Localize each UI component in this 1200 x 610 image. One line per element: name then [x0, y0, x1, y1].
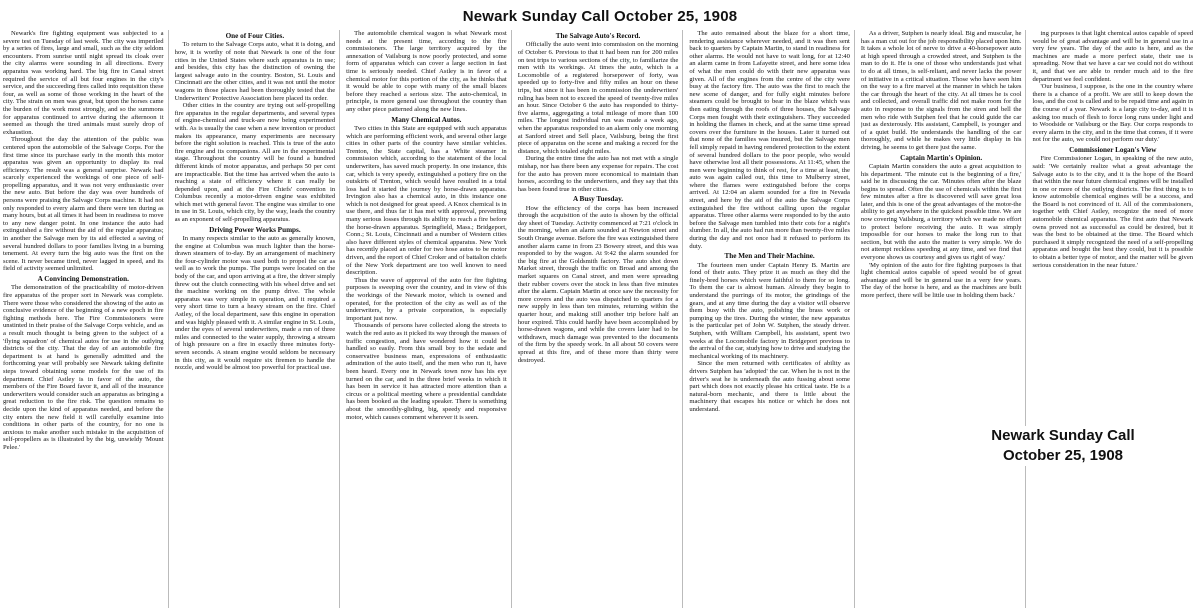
section-heading: A Busy Tuesday. [572, 195, 624, 204]
article-paragraph: How the efficiency of the corps has been increased through the acquisition of the auto is shown by the official day sheet of Tuesday. Activity commenced at 7:21 o'clock in the morning, when an alarm sounded at Newton street and South Orange avenue. Before the fire was extinguished there another alarm came in from 23 Bowery street, and this was responded to by the wagon. At 9:42 the alarm sounded for the big fire at the Goldsmith factory. The auto shot down Market street, through the traffic on Broad and among the market squares on Canal street, and men were spreading their rubber covers over the stock in less than five minutes after the alarm. Captain Martin at once saw the necessity for more covers and the auto was dispatched to quarters for a new supply in less than ten minutes, returning within the quarter hour, and making still another trip before half an hour expired. This could hardly have been accomplished by horse-drawn wagons, and while the covers later had to be withdrawn, much damage was prevented to the documents of the firm by the speedy work. In all about 50 covers were spread at this fire, and of these more than thirty were destroyed. [517, 204, 679, 364]
article-paragraph: As a driver, Sutphen is nearly ideal. Big and muscular, he has a man cut out for the job responsibility placed upon him. It takes a whole lot of nerve to drive a 40-horsepower auto at high speed through a crowded street, and Sutphen is the man to do it. He is one of those who understands just what to do at all times, is self-reliant, and never lacks the power of initiative in a critical situation. Those who have seen him on the way to a fire marvel at the manner in which he takes the car through the heart of the city. At all times he is cool and collected, and overall traffic did not make room for the auto in response to the signals from the siren and bell the men who ride with Sutphen feel that he could guide the car just as dexterously. His assistant, Campbell, is younger and of a quiet build. He understands the handling of the car thoroughly, and while he makes very little display in his driving, he seems to get there just the same. [860, 30, 1022, 151]
caption-newspaper-name: Newark Sunday Call [991, 427, 1135, 444]
source-caption [958, 426, 1168, 466]
column-4 [518, 30, 684, 608]
article-paragraph: Other cities in the country are trying out self-propelling fire apparatus in the regular departments, and several types of engine-chemical and truck-are now being experimented with. As is usually the case when a new invention or product makes its appearance, many experiments are necessary before the right solution is reached. This is true of the auto fire engine and its companions. All are in the experimental stage. Throughout the country will be found a hundred different kinds of motor apparatus, and perhaps 50 per cent are impracticable. But the time has arrived when the auto is reaching a state of efficiency where it can really be depended upon, and at the Fire Chiefs' convention in Columbus recently a motor-driven engine was exhibited which met with general favor. The engine was similar to one in use in St. Louis, which city, by the way, leads the country as an exponent of self-propelling apparatus. [174, 102, 336, 224]
article-paragraph: Thousands of persons have collected along the streets to watch the red auto as it picked its way through the masses of traffic congestion, and have wondered how it could be handled so easily. From this small boy to the sedate and conservative business man, expressions of enthusiastic admiration of the auto itself, and the men who run it, have been heard. Every one in Newark town now has his eye turned on the car, and in the three brief weeks in which it has been in service it has attracted more attention than a circus or a political meeting where a presidential candidate has been booked as the leading speaker. There is something about the smoothly-gliding, big, speedy and responsive motor, which causes comment wherever it is seen. [346, 322, 507, 421]
caption-date: October 25, 1908 [1002, 447, 1124, 464]
column-3 [346, 30, 512, 608]
article-paragraph: Captain Martin considers the auto a great acquisition to his department. 'The minute cut is the beginning of a fire,' said he in discussing the car. 'Minutes often after the blaze begins to spread. Often the use of chemicals within the first few minutes after a fire is discovered will save great loss later, and this is one of the great advantages of the motor-the ability to get anywhere in the quickest possible time. We are now covering Vailsburg, a territory which we made no effort to protect before receiving the auto. It was simply impossible for our horses to make the long run to that section, but with the auto the matter is very simple. We do not attempt reckless speeding at any time, and we find that everyone shows us courtesy and gives us right of way.' [860, 162, 1022, 262]
article-paragraph: The demonstration of the practicability of motor-driven fire apparatus of the proper sort in Newark was complete. There were those who considered the showing of the auto as conclusive evidence of the beginning of a new epoch in fire fighting methods here. The Fire Commissioners were unstinted in their praise of the Salvage Corps vehicle, and as a result much thought is being given to the subject of a 'flying squadron' of chemical autos for use in the outlying districts of the city. That the day of an automobile fire department is at hand is generally admitted and the forthcoming year will probably see Newark taking definite steps toward obtaining some models for the use of its department. Chief Astley is in favor of the auto, the members of the Fire Board favor it, and all of the insurance underwriters would consider such an apparatus as bringing a great reduction to the fire risk. The question remains to decide upon the kind of apparatus needed, and before the city enters the new field it will carefully examine into conditions in other parts of the country, for no one is anxious to make another such mistake in the acquisition of self-propellers as is illustrated by the big, unwieldy 'Mount Pelee.' [3, 284, 164, 451]
section-heading: Commissioner Logan's View [1069, 145, 1157, 154]
masthead: Newark Sunday Call October 25, 1908 [462, 8, 738, 25]
section-heading: A Convincing Demonstration. [37, 275, 129, 283]
article-paragraph: Officially the auto went into commission on the morning of October 6. Previous to that it had been run for 200 miles on test trips to various sections of the city, to familiarize the men with its workings. At times the auto, which is a Locomobile of a registered horsepower of forty, was speeded up to forty-five and fifty miles an hour on these trips, but since it has been in commission the underwriters' ruling has been not to exceed the speed of twenty-five miles an hour. Since October 6 the auto has responded to thirty-five alarms, aggregating a total mileage of more than 100 miles. The longest individual run was made a week ago, when the apparatus responded to an alarm only one morning at Sanford street and Sell place, Vailsburg, being the first piece of apparatus on the scene and making a record for the distance, which totaled eight miles. [517, 41, 679, 155]
section-heading: The Salvage Auto's Record. [555, 32, 641, 40]
article-paragraph: 'Our business, I suppose, is the one in the country where there is a chance of a profit. We are still to keep down the loss, and the cost is called and to be repaid time and again in the course of a year. Newark is a large city to-day, and it is asking too much of flesh to force long runs under light and to Woodside or Vailsburg or the Bay. Our corps responds to every alarm in the city, and in the time that comes, if it were not for the auto, we could not perform our duty.' [1032, 83, 1194, 144]
article-paragraph: Two cities in this State are equipped with such apparatus which are performing efficient work, and several other large cities in other parts of the country have similar vehicles. Trenton, the State capital, has a White steamer in commission which, according to the statement of the local underwriters, has saved much property. In one instance, this car, which is very speedy, extinguished a pottery fire on the outskirts of Trenton, which would have resulted in a total loss had it started the journey by horse-drawn apparatus. Irvington also has a chemical auto, in this instance one which is not designed for great speed. A Knox chemical is in use there, and thus far it has met with approval, preventing many serious losses through its ability to reach a fire before the horse-drawn apparatus. Springfield, Mass.; Bridgeport, Conn.; St. Louis, Cincinnati and a number of Western cities also have different styles of chemical apparatus. New York has recently placed an order for two hose autos to be motor driven, and the report of Chief Croker and of battalion chiefs of the New York department are too well known to need description. [346, 124, 507, 277]
column-2 [175, 30, 341, 608]
article-paragraph: Since the men returned with certificates of ability as drivers Sutphen has 'adopted' the car. When he is not in the driver's seat he is underneath the auto fussing about some part which does not exactly please his critical taste. He is a natural-born mechanic, and there is little about the machinery that escapes his notice or which he does not understand. [689, 360, 850, 413]
section-heading: One of Four Cities. [225, 32, 285, 40]
article-paragraph: Thus the wave of approval of the auto for fire fighting purposes is sweeping over the country, and in view of this the workings of the Newark motor, which is owned and operated, for the protection of the city as well as of the underwriters, by a private corporation, is especially important just now. [346, 276, 507, 322]
article-paragraph: The auto remained about the blaze for a short time, rendering assistance wherever needed, and it was then sent back to quarters by Captain Martin, to stand in readiness for other alarms. He would not have to wait long, for at 12:40 an alarm came in from Lafayette street, and here some idea of what the men could do with their new apparatus was given. All of the engines from the centre of the city were busy at the factory fire. The auto was the first to reach the new scene of danger, and for fully eight minutes before steamers could be brought to bear in the blaze which was then eating through the roofs of three houses, the Salvage Corps men fought with their extinguishers. They succeeded in holding the flames in check, and at the same time spread covers over the furniture in the houses. Later it turned out that none of the families was insured, but the Salvage men fell simply repaid in having rendered protection to the extent of several hundred dollars to the poor people, who would have otherwise lost all their possessions. At 11:45, when the men were beginning to think of rest, for a time at least, the auto was again called out, this time to Mulberry street, where the flames were extinguished before the corps arrived. At 12:04 an alarm sounded for a fire in Nevada street, and here by the aid of the auto the Salvage Corps extinguished the fire without calling upon the regular apparatus. Three other alarms were responded to by the auto before the Salvage men tumbled into their cots for a night's slumber. In all, the auto had run more than twenty-five miles during the day and not once had it refused to perform its duty. [689, 30, 850, 250]
article-paragraph: To return to the Salvage Corps auto, what it is doing, and how, it is worthy of note that Newark is one of the four cities in the United States where such apparatus is in use; and besides, this city has the distinction of owning the largest salvage auto in the country. Boston, St. Louis and Cincinnati are the other cities, and it was not until the motor wagons in those places had been thoroughly tested that the Underwriters' Protective Association here placed its order. [174, 41, 336, 102]
column-7 [1032, 30, 1197, 608]
column-5 [689, 30, 855, 608]
article-paragraph: Fire Commissioner Logan, in speaking of the new auto, said: 'We certainly realize what a great advantage the Salvage auto is to the city, and it is the hope of the Board that within the near future chemical engines will be installed in one or more of the outlying districts. The first thing is to know automobile chemical engines will be a success, and the Board is not convinced of it. All of the commissioners, together with Chief Astley, recognize the need of more automobile chemical apparatus. The first auto that Newark owns proved not as successful as could be desired, but it was the best to be obtained at the time. The Board which purchased it simply recognized the need of a self-propelling apparatus and bought the best they could, but it is possible to obtain a better type of motor, and the matter will be given serious consideration in the near future.' [1032, 155, 1194, 269]
article-paragraph: During the entire time the auto has not met with a single mishap, nor has there been any expense for repairs. The cost for the auto has proven more economical to maintain than horses, according to the underwriters, and they say that this has been found true in other cities. [517, 155, 679, 193]
section-heading: The Men and Their Machine. [724, 252, 815, 261]
section-heading: Many Chemical Autos. [391, 115, 462, 124]
article-paragraph: ing purposes is that light chemical autos capable of speed would be of great advantage and will be in general use in a very few years. The day of the auto is here, and as the machines are made a more perfect state, their use is spreading. Now that we have a car we could not do without it, and that we are able to render much aid to the fire department we feel confident. [1032, 30, 1194, 83]
section-heading: Captain Martin's Opinion. [900, 153, 983, 162]
article-columns [3, 30, 1197, 608]
article-paragraph: Throughout the day the attention of the public was centered upon the automobile of the Salvage Corps. For the first time since its purchase early in the month this motor apparatus was given an opportunity to display its real efficiency. The result was a general surprise. Newark had scarcely experienced the workings of one piece of self-propelling apparatus, and it was not very enthusiastic over the new auto. But before the day was over hundreds of persons were praising the Salvage Corps machine. It had not only responded to every alarm and there were ten during as many hours, but at all times it had been in readiness to move to any new danger point. In one instance the auto had extinguished a fire without the aid of the regular apparatus; in another the Salvage men by its aid effected a saving of several hundred dollars to poor families living in a burning tenement. At every turn the big auto was the first on the scene. It never became tired, never lagged in speed, and its field of activity seemed unlimited. [3, 136, 164, 273]
article-paragraph: In many respects similar to the auto as generally known, the engine at Columbus was much lighter than the horse-drawn steamers of to-day. By an arrangement of machinery the four-cylinder motor was used both to propel the car as well as to work the pumps. The pumps were located on the body of the car, and upon arriving at a fire, the driver simply threw out the clutch connecting with his wheel drive and set the machine working on the pump drive. The whole apparatus was very simple in operation, and it required a very short time to turn a heavy stream on the fire. Chief Astley, of the local department, saw this engine in operation and was highly pleased with it. A similar engine in St. Louis, under the eyes of several underwriters, made a run of three miles and connected to the water supply, throwing a stream of high pressure on a fire in exactly three minutes forty-seven seconds. A steam engine would seldom be necessary in this city, as it would require six firemen to handle the nozzle, and would be almost too powerful for practical use. [174, 235, 336, 372]
column-1 [3, 30, 169, 608]
article-paragraph: 'My opinion of the auto for fire fighting purposes is that light chemical autos capable of speed would be of great advantage and will be in general use in a very few years. The day of the horse is here, and as the machines are built more perfect, there will be little use in holding them back.' [860, 261, 1022, 299]
section-heading: Driving Power Works Pumps. [209, 225, 301, 234]
article-paragraph: The fourteen men under Captain Henry B. Martin are fond of their auto. They prize it as much as they did the finely-bred horses which were faithful to them for so long. To them the car is almost human. Already they begin to understand the purrings of its motor, the grindings of the gears, and at any time during the day a visitor will observe them busy with the auto, polishing the brass work or pumping up the tires. During the winter, the new apparatus is the particular pet of John W. Sutphen, the steady driver. Sutphen, with William Campbell, his assistant, spent two weeks at the Locomobile factory in Bridgeport previous to the arrival of the car, studying how to drive and studying the mechanical working of its machinery. [689, 261, 850, 360]
article-paragraph: Newark's fire fighting equipment was subjected to a severe test on Tuesday of last week. The city was imperiled by a series of fires, large and small, such as the city seldom encounters. From sunrise until night spread its cloak over the city alarms were sounding in all directions. Every apparatus was working hard. The big fire in Canal street required the service of all but four engines in the city's service, and the succeeding fires called into requisition these four, as well as some of those working in the heart of the city. The strain on men was great, but upon the horses came the burden of the work most strongly, and so the summons for apparatus continued to arrive during the afternoon it seemed as though the tired animals must surely drop of exhaustion. [3, 30, 164, 136]
column-6 [861, 30, 1027, 608]
article-paragraph: The automobile chemical wagon is what Newark most needs at the present time, according to the fire commissioners. The large territory acquired by the annexation of Vailsburg is now poorly protected, and some form of apparatus which can cover a large section in fast time is seriously needed. Chief Astley is in favor of a chemical motor for this portion of the city, as he thinks that it would be able to cope with many of the small blazes before they reached a serious size. The auto-chemical, in principle, is more general use throughout the country than any other piece patterned along the new lines. [346, 30, 507, 113]
